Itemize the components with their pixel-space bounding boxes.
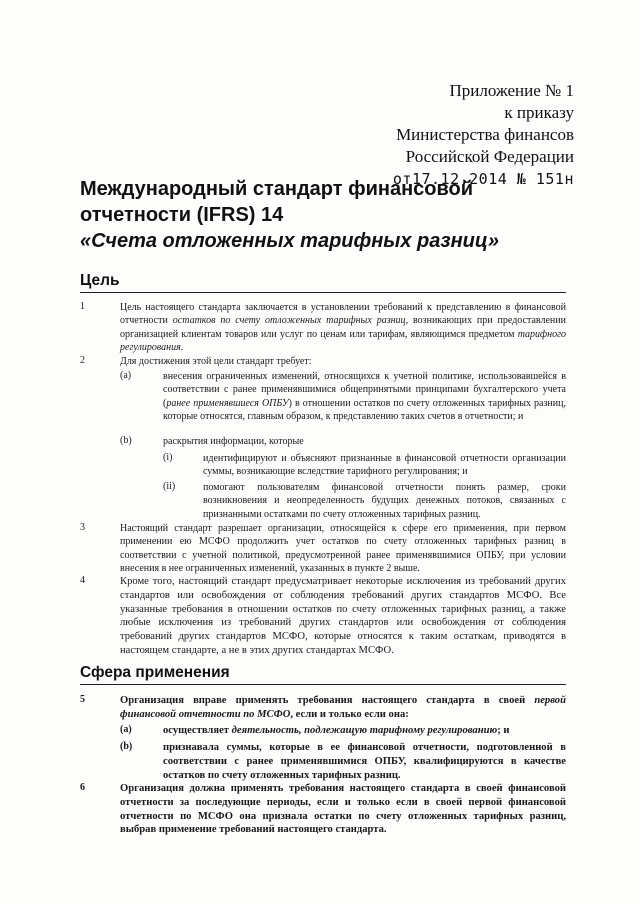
paragraph-6: Организация должна применять требования настоящего стандарта в своей финансовой отчетности за последующие периоды, если и только если в своей первой финансовой отчетности по МСФО она признала остатки по счету отложенных тарифных разниц, выбрав применение требований настоящего стандарта. [120, 783, 566, 836]
paragraph-1: Цель настоящего стандарта заключается в установлении требований к представлению в финансовой отчетности остатков по счету отложенных тарифных разниц, возникающих при предоставлении организацией клиентам товаров или услуг по ценам или тарифам, являющимся предметом тарифного регулирования. [120, 302, 566, 353]
paragraph-number: 5 [80, 694, 85, 705]
paragraph-5: Организация вправе применять требования настоящего стандарта в своей первой финансовой отчетности по МСФО, если и только если она: [120, 695, 566, 720]
title-line-1: Международный стандарт финансовой [80, 178, 474, 200]
paragraph-number: 4 [80, 575, 85, 586]
list-item-b: раскрытия информации, которые [163, 436, 304, 447]
paragraph-number: 6 [80, 782, 85, 793]
annex-header [393, 80, 574, 190]
sublist-label: (ii) [163, 481, 176, 492]
section-heading-scope: Сфера применения [80, 664, 566, 685]
paragraph-number: 2 [80, 355, 85, 366]
annex-country: Российской Федерации [405, 147, 574, 166]
title-line-2: отчетности (IFRS) 14 [80, 204, 284, 226]
list-item-b: признавала суммы, которые в ее финансовой отчетности, подготовленной в соответствии с ранее применявшимися ОПБУ, квалифицируются в качестве остатков по счету отложенных тарифных разниц. [163, 742, 566, 781]
paragraph-number: 3 [80, 522, 85, 533]
list-item-a: внесения ограниченных изменений, относящихся к учетной политике, использовавшейся в соответствии с ранее применявшимися общепринятыми принципами бухгалтерского учета (ранее применявшиеся ОПБУ) в отношении остатков по счету отложенных тарифных разниц, которые относятся, главным образом, к представлению таких счетов в отчетности; и [163, 371, 566, 422]
list-label: (b) [120, 435, 132, 446]
annex-date-number: от17.12.2014 № 151н [392, 170, 574, 188]
paragraph-4: Кроме того, настоящий стандарт предусматривает некоторые исключения из требований других стандартов или освобождения от соблюдения требований других стандартов МСФО. Все указанные требования в отношении остатков по счету отложенных тарифных разниц, а также любые исключения из требований других стандартов или освобождения от соблюдения требований других стандартов МСФО, которые относятся к таким остаткам, приводятся в настоящем стандарте, а не в этих других стандартах МСФО. [120, 576, 566, 656]
list-label: (a) [120, 724, 132, 735]
paragraph-2-intro: Для достижения этой цели стандарт требует: [120, 356, 312, 367]
annex-ministry: Министерства финансов [396, 125, 574, 144]
section-heading-goal: Цель [80, 272, 566, 293]
annex-order: к приказу [504, 103, 574, 122]
paragraph-3: Настоящий стандарт разрешает организации, относящейся к сфере его применения, при первом применении ею МСФО продолжить учет остатков по счету отложенных тарифных разниц в соответствии с учетной политикой, предусмотренной ранее применявшимися ОПБУ, при условии внесения в нее ограниченных изменений, указанных в пункте 2 выше. [120, 523, 566, 574]
sublist-item-ii: помогают пользователям финансовой отчетности понять размер, сроки возникновения и неопределенность будущих денежных потоков, связанных с признанными остатками по счету отложенных тарифных разниц. [203, 482, 566, 520]
list-item-a: осуществляет деятельность, подлежащую тарифному регулированию; и [163, 725, 510, 736]
list-label: (b) [120, 741, 133, 752]
list-label: (a) [120, 370, 132, 381]
paragraph-number: 1 [80, 301, 85, 312]
title-line-3: «Счета отложенных тарифных разниц» [80, 230, 499, 252]
annex-number: Приложение № 1 [449, 81, 574, 100]
document-title [80, 176, 580, 254]
sublist-label: (i) [163, 452, 173, 463]
sublist-item-i: идентифицируют и объясняют признанные в финансовой отчетности организации суммы, возникающие вследствие тарифного регулирования; и [203, 453, 566, 478]
